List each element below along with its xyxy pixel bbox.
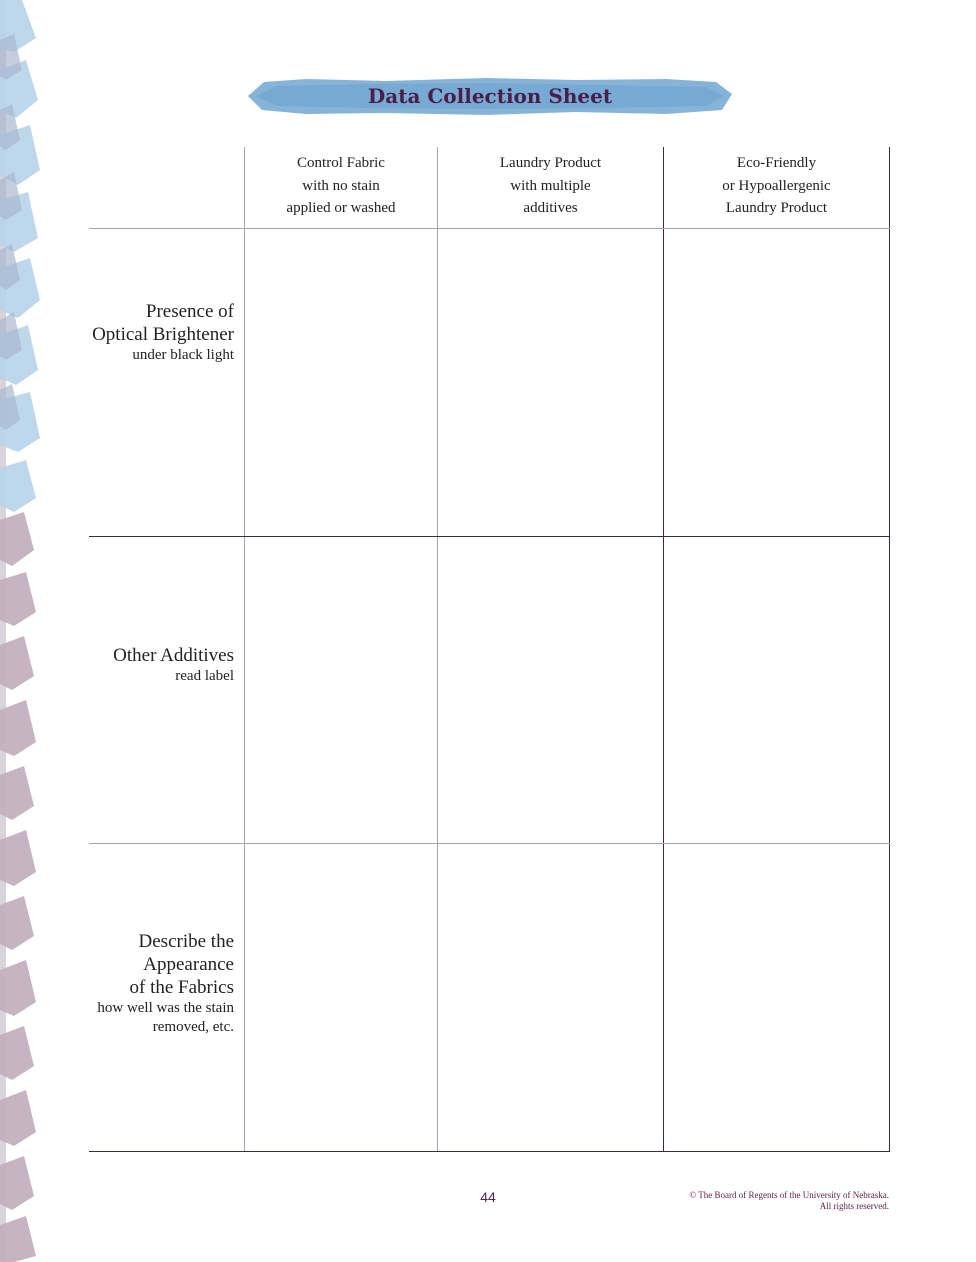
page-title: Data Collection Sheet <box>367 84 613 108</box>
row-divider <box>89 536 890 537</box>
column-header-eco-friendly: Eco-Friendly or Hypoallergenic Laundry Product <box>722 155 831 216</box>
row-divider <box>89 228 890 229</box>
row-label-appearance: Describe the Appearance of the Fabrics how well was the stain removed, etc. <box>97 931 234 1035</box>
column-divider <box>437 147 438 1152</box>
column-divider <box>663 147 664 1152</box>
column-divider <box>889 147 890 1152</box>
row-divider <box>89 843 890 844</box>
decorative-left-border <box>0 0 46 1262</box>
row-label-optical-brightener: Presence of Optical Brightener under black light <box>92 301 234 363</box>
column-divider <box>244 147 245 1152</box>
column-header-laundry-product: Laundry Product with multiple additives <box>499 155 602 216</box>
page-number: 44 <box>480 1189 496 1205</box>
data-collection-table <box>89 147 890 1152</box>
column-header-control-fabric: Control Fabric with no stain applied or washed <box>286 155 396 216</box>
row-divider <box>89 1151 890 1152</box>
copyright-notice: © The Board of Regents of the University of Nebraska. All rights reserved. <box>689 1190 889 1211</box>
row-label-other-additives: Other Additives read label <box>113 645 234 684</box>
